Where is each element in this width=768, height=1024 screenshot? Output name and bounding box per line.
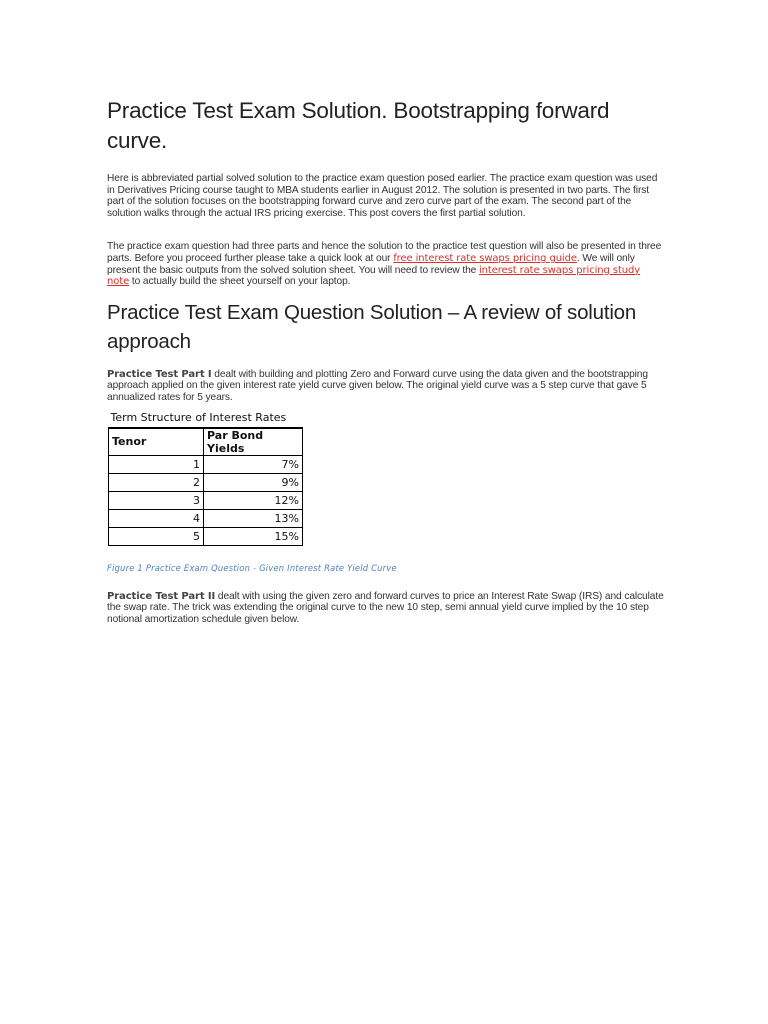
table-title: Term Structure of Interest Rates (110, 411, 287, 425)
reference-text-middle: . We will only present the basic outputs from the solved solution sheet. You will need to review the (107, 252, 635, 276)
yield-cell: 15% (204, 527, 303, 545)
article-body (107, 96, 665, 625)
part2-label: Practice Test Part II (107, 590, 216, 602)
study-note-link[interactable]: interest rate swaps pricing study note (107, 264, 641, 288)
pricing-guide-link[interactable]: free interest rate swaps pricing guide (393, 252, 577, 264)
table-row (109, 455, 303, 473)
tenor-cell: 4 (109, 509, 204, 527)
tenor-cell: 1 (109, 455, 204, 473)
reference-paragraph (107, 241, 665, 287)
table-row (109, 473, 303, 491)
yield-cell: 13% (204, 509, 303, 527)
tenor-cell: 2 (109, 473, 204, 491)
part2-paragraph (107, 591, 665, 626)
tenor-cell: 3 (109, 491, 204, 509)
part1-paragraph (107, 369, 665, 404)
intro-paragraph: Here is abbreviated partial solved solution to the practice exam question posed earlier. The practice exam question was used in Derivatives Pricing course taught to MBA students earlier in August 2012. The solution is presented in two parts. The first part of the solution focuses on the bootstrapping forward curve and zero curve part of the exam. The second part of the solution walks through the actual IRS pricing exercise. This post covers the first partial solution. (107, 173, 658, 219)
reference-text-end: to actually build the sheet yourself on your laptop. (129, 276, 351, 288)
table-row (109, 527, 303, 545)
part1-label: Practice Test Part I (107, 368, 212, 380)
part1-text: dealt with building and plotting Zero and Forward curve using the data given and the bootstrapping approach applied on the given interest rate yield curve given below. The original yield curve was a 5 step curve that gave 5 annualized rates for 5 years. (107, 368, 648, 403)
yield-cell: 12% (204, 491, 303, 509)
column-header-tenor: Tenor (109, 428, 204, 456)
yield-cell: 7% (204, 455, 303, 473)
column-header-yield: Par Bond Yields (204, 428, 303, 456)
table-row (109, 509, 303, 527)
yield-table (108, 409, 303, 546)
reference-text-start: The practice exam question had three parts and hence the solution to the practice test question will also be presented in three parts. Before you proceed further please take a quick look at our (107, 241, 662, 264)
tenor-cell: 5 (109, 527, 204, 545)
yield-table-figure (108, 409, 665, 546)
part2-text: dealt with using the given zero and forward curves to price an Interest Rate Swap (IRS) and calculate the swap rate. The trick was extending the original curve to the new 10 step, semi annual yield curve implied by the 10 step notional amortization schedule given below. (107, 590, 664, 625)
page-title: Practice Test Exam Solution. Bootstrapping forward curve. (107, 98, 610, 153)
table-row (109, 491, 303, 509)
figure-caption: Figure 1 Practice Exam Question - Given Interest Rate Yield Curve (107, 562, 397, 573)
yield-cell: 9% (204, 473, 303, 491)
section-heading: Practice Test Exam Question Solution – A review of solution approach (107, 300, 637, 353)
